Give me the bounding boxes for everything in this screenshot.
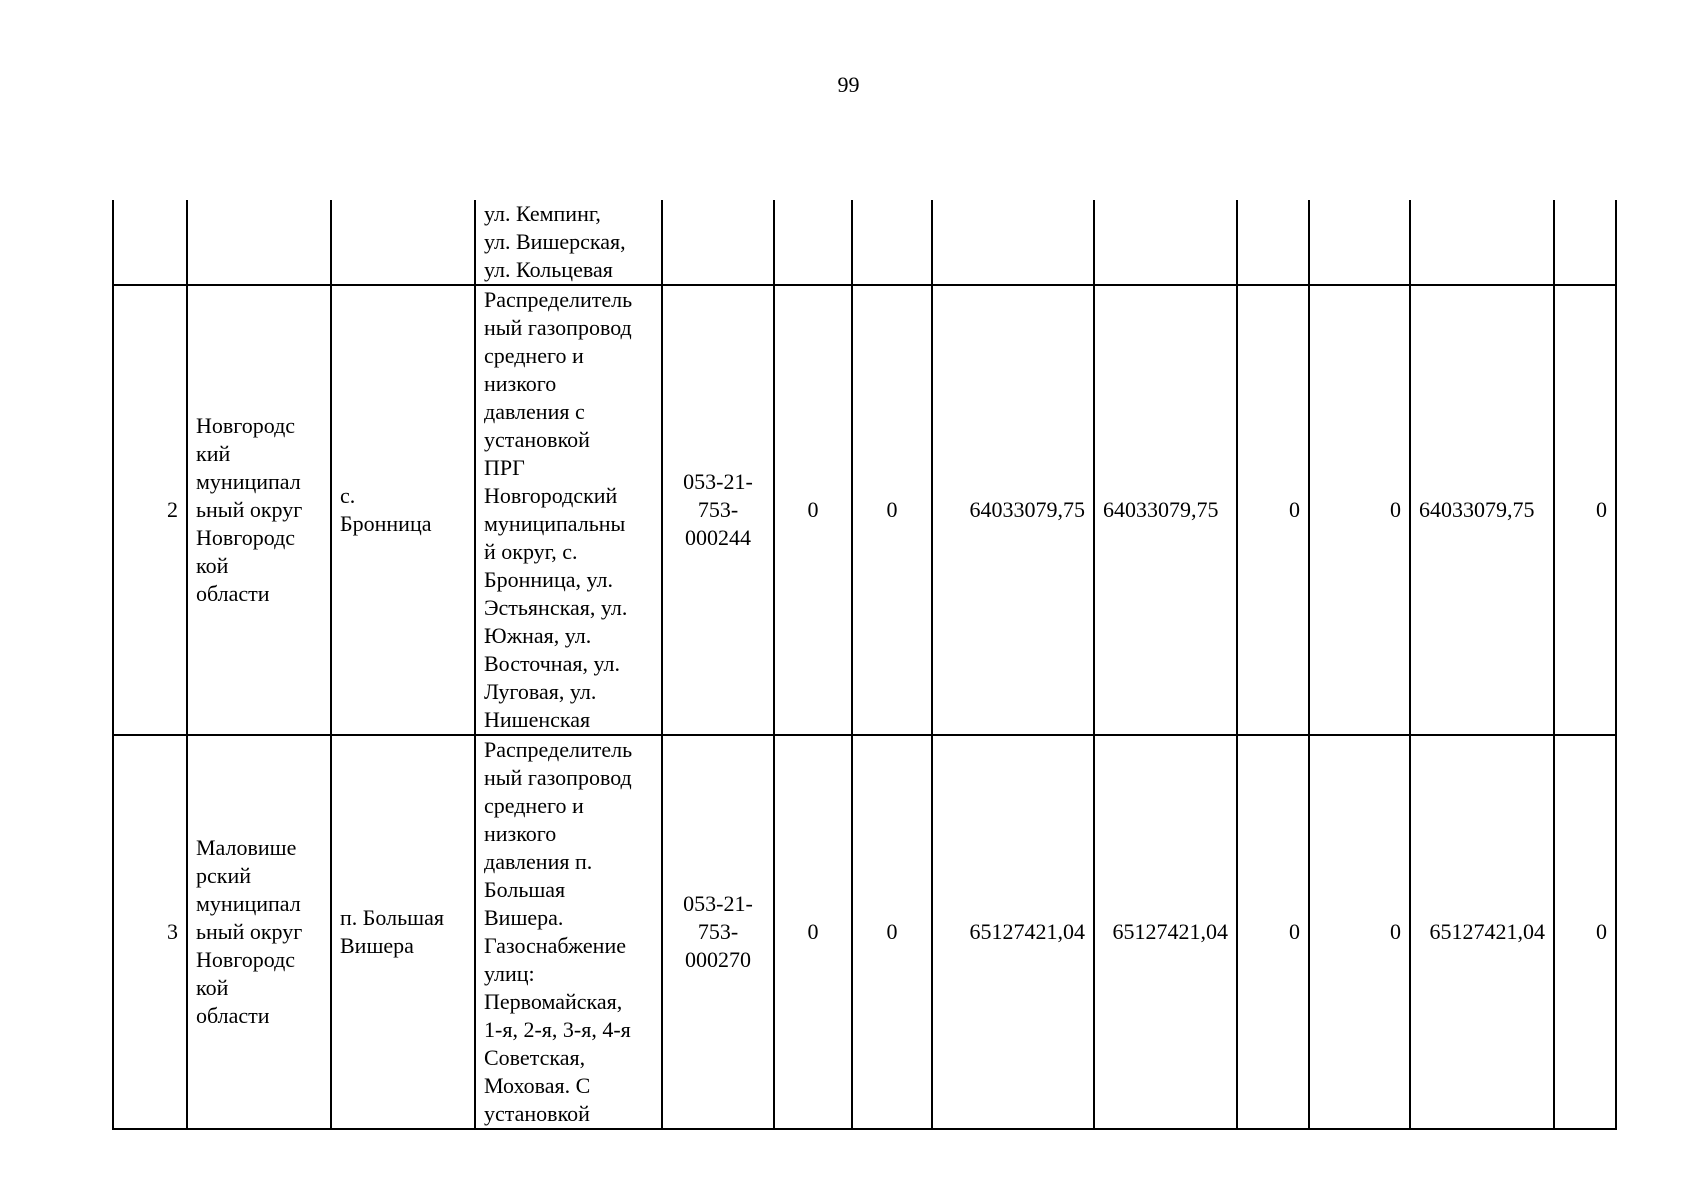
table-row — [113, 735, 1616, 1129]
value-cell — [1554, 200, 1616, 285]
value-cell: 0 — [852, 285, 932, 735]
value-cell: 65127421,04 — [932, 735, 1094, 1129]
value-cell — [1309, 200, 1410, 285]
code-cell: 053-21- 753- 000244 — [662, 285, 774, 735]
value-cell: 64033079,75 — [932, 285, 1094, 735]
value-cell: 0 — [774, 735, 852, 1129]
municipality-cell: Маловише рский муниципал ьный округ Новгородс кой области — [187, 735, 331, 1129]
value-cell: 0 — [1309, 735, 1410, 1129]
row-number-cell: 3 — [113, 735, 187, 1129]
row-number-cell: 2 — [113, 285, 187, 735]
settlement-cell: п. Большая Вишера — [331, 735, 475, 1129]
description-cell: ул. Кемпинг, ул. Вишерская, ул. Кольцевая — [475, 200, 662, 285]
value-cell — [852, 200, 932, 285]
value-cell: 65127421,04 — [1410, 735, 1554, 1129]
value-cell — [1094, 200, 1237, 285]
value-cell: 0 — [1554, 735, 1616, 1129]
value-cell: 0 — [1554, 285, 1616, 735]
page-number: 99 — [837, 72, 860, 97]
code-cell — [662, 200, 774, 285]
municipality-cell: Новгородс кий муниципал ьный округ Новгородс кой области — [187, 285, 331, 735]
value-cell: 65127421,04 — [1094, 735, 1237, 1129]
settlement-cell: с. Бронница — [331, 285, 475, 735]
settlement-cell — [331, 200, 475, 285]
value-cell: 0 — [1237, 735, 1309, 1129]
value-cell: 64033079,75 — [1094, 285, 1237, 735]
value-cell — [1410, 200, 1554, 285]
row-number-cell — [113, 200, 187, 285]
value-cell: 0 — [852, 735, 932, 1129]
description-cell: Распределитель ный газопровод среднего и низкого давления с установкой ПРГ Новгородский муниципальны й округ, с. Бронница, ул. Эстьянская, ул. Южная, ул. Восточная, ул. Луговая, ул. Нишенская — [475, 285, 662, 735]
value-cell: 0 — [1237, 285, 1309, 735]
value-cell — [774, 200, 852, 285]
value-cell: 0 — [1309, 285, 1410, 735]
value-cell: 64033079,75 — [1410, 285, 1554, 735]
municipality-cell — [187, 200, 331, 285]
code-cell: 053-21- 753- 000270 — [662, 735, 774, 1129]
table-row — [113, 285, 1616, 735]
value-cell — [1237, 200, 1309, 285]
value-cell: 0 — [774, 285, 852, 735]
description-cell: Распределитель ный газопровод среднего и низкого давления п. Большая Вишера. Газоснабжение улиц: Первомайская, 1-я, 2-я, 3-я, 4-я Советская, Моховая. С установкой — [475, 735, 662, 1129]
table-row — [113, 200, 1616, 285]
value-cell — [932, 200, 1094, 285]
data-table — [112, 200, 1617, 1130]
